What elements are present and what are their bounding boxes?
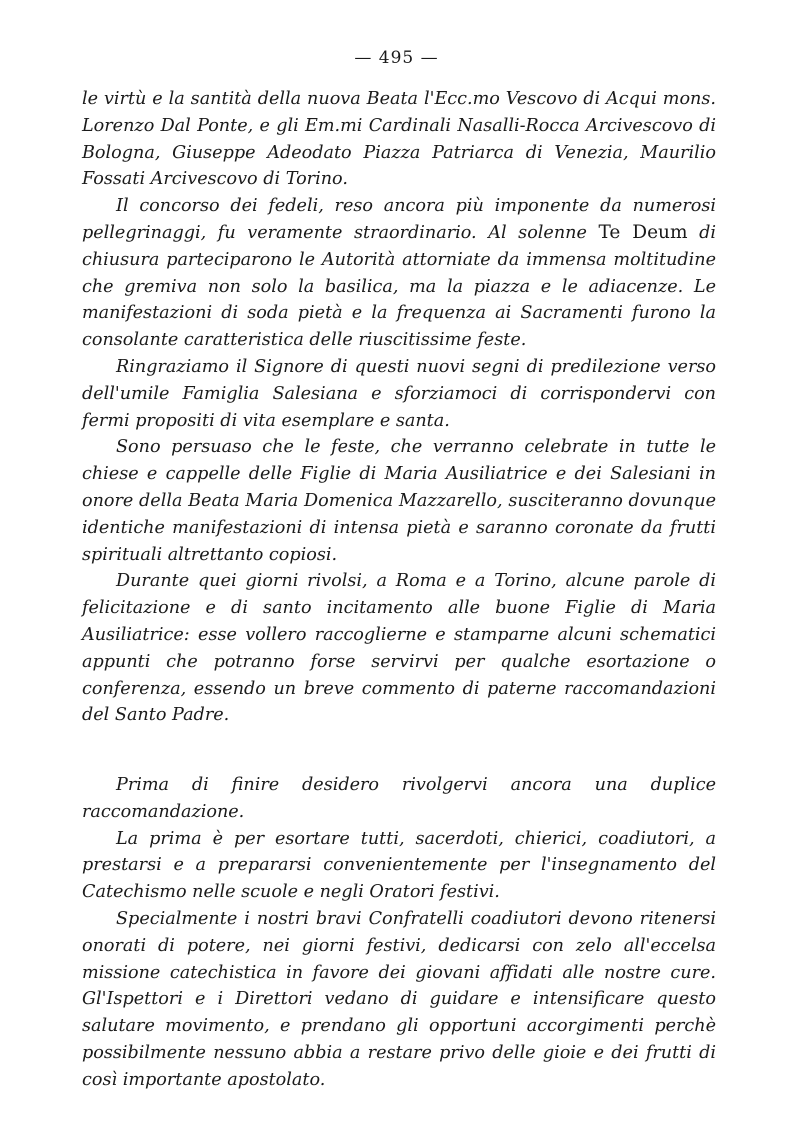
- paragraph-thanksgiving: Ringraziamo il Signore di questi nuovi segni di predilezione verso dell'umile Famiglia Salesiana e sforziamoci di corrispondervi con fermi propositi di vita esemplare e santa.: [82, 356, 716, 431]
- paragraph-coadjutors: Specialmente i nostri bravi Confratelli coadiutori devono ritenersi onorati di potere, nei giorni festivi, dedicarsi con zelo all'eccelsa missione catechistica in favore dei giovani affidati alle nostre cure. Gl'Ispettori e i Direttori vedano di guidare e intensificare questo salutare movimento, e prendano gli opportuni accorgimenti perchè possibilmente nessuno abbia a restare privo delle gioie e dei frutti di così importante apostolato.: [82, 908, 716, 1090]
- paragraph-celebrations: Sono persuaso che le feste, che verranno celebrate in tutte le chiese e cappelle delle Figlie di Maria Ausiliatrice e dei Salesiani in onore della Beata Maria Domenica Mazzarello, susciteranno dovunque identiche manifestazioni di intensa pietà e saranno coronate da frutti spirituali altrettanto copiosi.: [82, 437, 716, 565]
- paragraph-double-recommendation: Prima di finire desidero rivolgervi ancora una duplice raccomandazione.: [82, 775, 716, 822]
- paragraph-text: Il concorso dei fedeli, reso ancora più imponente da numerosi pellegrinaggi, fu veramente straordinario. Al solenne: [82, 196, 716, 243]
- paragraph-rome-turin: Durante quei giorni rivolsi, a Roma e a Torino, alcune parole di felicitazione e di santo incitamento alle buone Figlie di Maria Ausiliatrice: esse vollero raccoglierne e stamparne alcuni schematici appunti che potranno forse servirvi per qualche esortazione o conferenza, essendo un breve commento di paterne raccomandazioni del Santo Padre.: [82, 571, 716, 726]
- body-text-bottom: [82, 772, 716, 1094]
- paragraph-beatification-attendees: le virtù e la santità della nuova Beata l'Ecc.mo Vescovo di Acqui mons. Lorenzo Dal Ponte, e gli Em.mi Cardinali Nasalli-Rocca Arcivescovo di Bologna, Giuseppe Adeodato Piazza Patriarca di Venezia, Maurilio Fossati Arcivescovo di Torino.: [82, 89, 716, 190]
- page-number: — 495 —: [354, 48, 439, 68]
- paragraph-text: di chiusura parteciparono le Autorità attorniate da immensa moltitudine che gremiva non solo la basilica, ma la piazza e le adiacenze. Le manifestazioni di soda pietà e la frequenza ai Sacramenti furono la consolante caratteristica delle riuscitissime feste.: [82, 222, 716, 351]
- paragraph-faithful-crowd: [82, 193, 716, 354]
- body-text-top: [82, 86, 716, 729]
- te-deum-text: Te Deum: [598, 221, 688, 243]
- paragraph-catechism: La prima è per esortare tutti, sacerdoti, chierici, coadiutori, a prestarsi e a prepararsi convenientemente per l'insegnamento del Catechismo nelle scuole e negli Oratori festivi.: [82, 828, 716, 903]
